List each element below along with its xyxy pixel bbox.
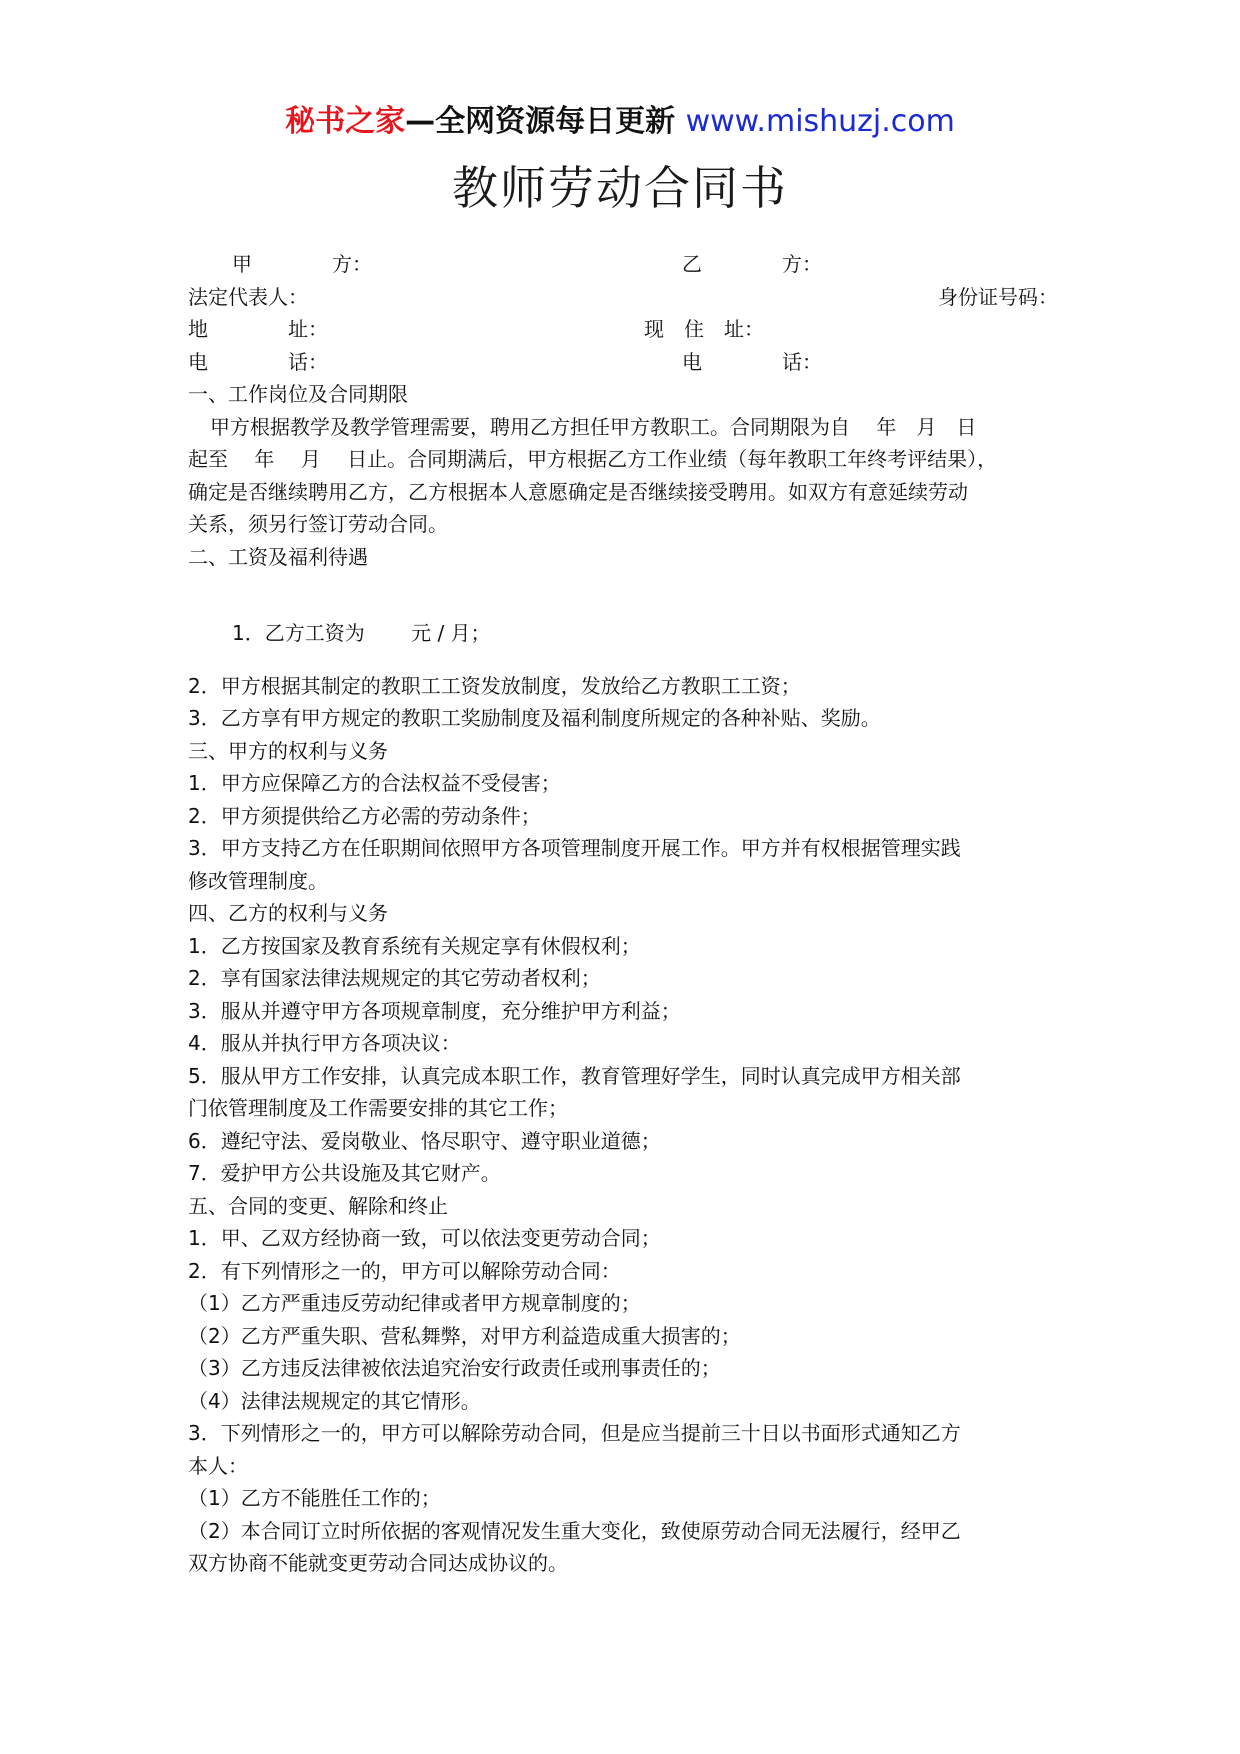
list-item-continuation: 门依管理制度及工作需要安排的其它工作； [188,1096,568,1120]
list-item: 3．乙方享有甲方规定的教职工奖励制度及福利制度所规定的各种补贴、奖励。 [188,706,881,730]
parties-row-2 [188,281,1058,314]
site-brand: 秘书之家 [285,104,406,139]
list-item: 6．遵纪守法、爱岗敬业、恪尽职守、遵守职业道德； [188,1128,661,1153]
section-1-heading: 一、工作岗位及合同期限 [188,382,408,406]
section-1-text: 起至 年 月 日止。合同期满后，甲方根据乙方工作业绩（每年教职工年终考评结果）， [188,447,998,471]
list-item: 7．爱护甲方公共设施及其它财产。 [188,1161,501,1185]
section-1-text: 确定是否继续聘用乙方，乙方根据本人意愿确定是否继续接受聘用。如双方有意延续劳动 [188,479,968,504]
address-a-label: 地 址： [188,317,328,341]
section-2-heading: 二、工资及福利待遇 [188,544,368,569]
section-1-text: 关系，须另行签订劳动合同。 [188,512,448,536]
spacer [188,573,1058,617]
id-number-label: 身份证号码： [938,284,1058,309]
address-b-label: 现 住 址： [644,317,764,341]
party-b-label: 乙 方： [682,252,822,276]
phone-b-label: 电 话： [682,349,822,374]
sub-list-item-continuation: 双方协商不能就变更劳动合同达成协议的。 [188,1551,568,1575]
list-item: 1．甲、乙双方经协商一致，可以依法变更劳动合同； [188,1226,661,1250]
site-banner [0,102,1240,142]
salary-item: 1．乙方工资为 元 / 月； [232,621,491,645]
phone-a-label: 电 话： [188,349,328,374]
list-item: 3．甲方支持乙方在任职期间依照甲方各项管理制度开展工作。甲方并有权根据管理实践 [188,836,961,860]
parties-row-3 [188,313,1058,346]
section-5-heading: 五、合同的变更、解除和终止 [188,1193,448,1218]
list-item: 2．有下列情形之一的，甲方可以解除劳动合同： [188,1258,621,1283]
sub-list-item: （4）法律法规规定的其它情形。 [188,1388,481,1413]
section-3-heading: 三、甲方的权利与义务 [188,738,388,763]
parties-row-4 [188,346,1058,379]
list-item: 1．甲方应保障乙方的合法权益不受侵害； [188,771,561,795]
list-item: 2．甲方须提供给乙方必需的劳动条件； [188,803,541,828]
section-1-text: 甲方根据教学及教学管理需要，聘用乙方担任甲方教职工。合同期限为自 年 月 日 [210,414,977,439]
list-item-continuation: 修改管理制度。 [188,868,328,893]
sub-list-item: （2）乙方严重失职、营私舞弊，对甲方利益造成重大损害的； [188,1323,741,1348]
sub-list-item: （1）乙方严重违反劳动纪律或者甲方规章制度的； [188,1291,641,1315]
section-4-heading: 四、乙方的权利与义务 [188,901,388,925]
list-item: 3．服从并遵守甲方各项规章制度，充分维护甲方利益； [188,998,681,1023]
sub-list-item: （3）乙方违反法律被依法追究治安行政责任或刑事责任的； [188,1356,721,1380]
list-item: 3．下列情形之一的，甲方可以解除劳动合同，但是应当提前三十日以书面形式通知乙方 [188,1421,961,1445]
spacer [188,650,1058,670]
document-title: 教师劳动合同书 [452,161,788,215]
list-item-continuation: 本人： [188,1453,248,1478]
list-item: 1．乙方按国家及教育系统有关规定享有休假权利； [188,933,641,958]
site-slogan: —全网资源每日更新 [405,104,686,139]
legal-rep-label: 法定代表人： [188,284,308,309]
site-url-link[interactable]: www.mishuzj.com [685,104,955,139]
list-item: 4．服从并执行甲方各项决议： [188,1031,461,1055]
list-item: 2．享有国家法律法规规定的其它劳动者权利； [188,966,601,990]
sub-list-item: （2）本合同订立时所依据的客观情况发生重大变化，致使原劳动合同无法履行，经甲乙 [188,1518,961,1543]
list-item: 5．服从甲方工作安排，认真完成本职工作，教育管理好学生，同时认真完成甲方相关部 [188,1063,961,1088]
parties-row-1 [188,248,1058,281]
sub-list-item: （1）乙方不能胜任工作的； [188,1486,441,1510]
document-body [188,248,1058,1580]
party-a-label: 甲 方： [232,252,372,276]
list-item: 2．甲方根据其制定的教职工工资发放制度，发放给乙方教职工工资； [188,673,801,698]
